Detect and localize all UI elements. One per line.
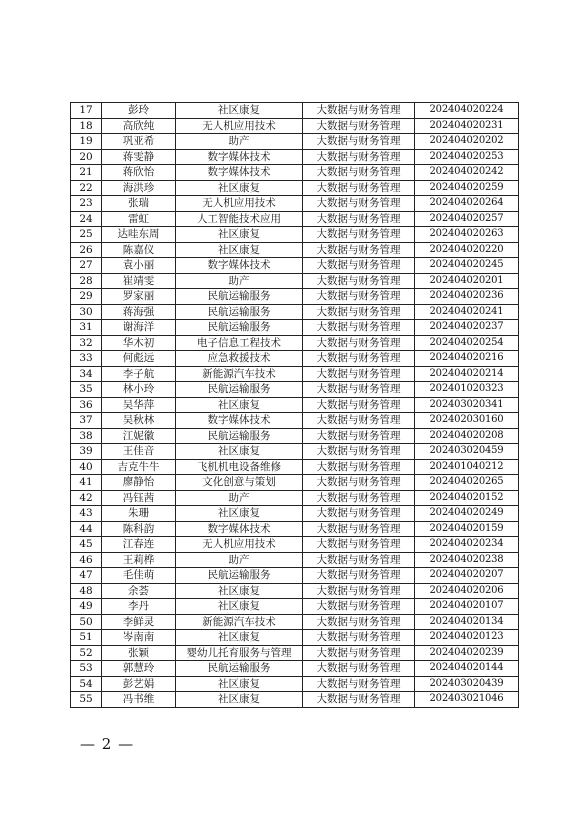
row-number-cell: 21 <box>71 165 102 181</box>
original-major-cell: 人工智能技术应用 <box>176 211 303 227</box>
student-id-cell: 202401040212 <box>415 459 519 475</box>
row-number-cell: 33 <box>71 351 102 367</box>
student-name-cell: 海洪珍 <box>102 180 176 196</box>
original-major-cell: 应急救援技术 <box>176 351 303 367</box>
row-number-cell: 35 <box>71 382 102 398</box>
original-major-cell: 无人机应用技术 <box>176 118 303 134</box>
table-row <box>71 134 519 150</box>
student-id-cell: 202404020214 <box>415 366 519 382</box>
original-major-cell: 民航运输服务 <box>176 382 303 398</box>
table-row <box>71 273 519 289</box>
student-id-cell: 202404020152 <box>415 490 519 506</box>
table-row <box>71 118 519 134</box>
student-id-cell: 202404020241 <box>415 304 519 320</box>
row-number-cell: 46 <box>71 552 102 568</box>
student-id-cell: 202403020341 <box>415 397 519 413</box>
student-id-cell: 202402030160 <box>415 413 519 429</box>
student-name-cell: 陈科韵 <box>102 521 176 537</box>
roster-body <box>71 103 519 708</box>
student-name-cell: 冯钰茜 <box>102 490 176 506</box>
student-name-cell: 谢海洋 <box>102 320 176 336</box>
table-row <box>71 521 519 537</box>
table-row <box>71 676 519 692</box>
student-name-cell: 吴华萍 <box>102 397 176 413</box>
table-row <box>71 149 519 165</box>
student-name-cell: 袁小丽 <box>102 258 176 274</box>
row-number-cell: 32 <box>71 335 102 351</box>
student-name-cell: 郭慧玲 <box>102 661 176 677</box>
table-row <box>71 397 519 413</box>
student-name-cell: 崔靖雯 <box>102 273 176 289</box>
student-name-cell: 彭艺娟 <box>102 676 176 692</box>
student-name-cell: 高欣纯 <box>102 118 176 134</box>
student-name-cell: 华木初 <box>102 335 176 351</box>
target-major-cell: 大数据与财务管理 <box>303 537 415 553</box>
target-major-cell: 大数据与财务管理 <box>303 258 415 274</box>
target-major-cell: 大数据与财务管理 <box>303 304 415 320</box>
original-major-cell: 社区康复 <box>176 676 303 692</box>
target-major-cell: 大数据与财务管理 <box>303 583 415 599</box>
row-number-cell: 54 <box>71 676 102 692</box>
student-id-cell: 202404020231 <box>415 118 519 134</box>
student-name-cell: 江春连 <box>102 537 176 553</box>
original-major-cell: 新能源汽车技术 <box>176 614 303 630</box>
row-number-cell: 43 <box>71 506 102 522</box>
row-number-cell: 34 <box>71 366 102 382</box>
row-number-cell: 31 <box>71 320 102 336</box>
original-major-cell: 助产 <box>176 490 303 506</box>
student-name-cell: 王佳音 <box>102 444 176 460</box>
student-name-cell: 余荟 <box>102 583 176 599</box>
row-number-cell: 26 <box>71 242 102 258</box>
row-number-cell: 36 <box>71 397 102 413</box>
table-row <box>71 258 519 274</box>
student-name-cell: 吉克牛牛 <box>102 459 176 475</box>
student-name-cell: 岑南南 <box>102 630 176 646</box>
original-major-cell: 婴幼儿托育服务与管理 <box>176 645 303 661</box>
target-major-cell: 大数据与财务管理 <box>303 630 415 646</box>
student-name-cell: 蒋欣怡 <box>102 165 176 181</box>
target-major-cell: 大数据与财务管理 <box>303 661 415 677</box>
row-number-cell: 29 <box>71 289 102 305</box>
row-number-cell: 30 <box>71 304 102 320</box>
row-number-cell: 20 <box>71 149 102 165</box>
target-major-cell: 大数据与财务管理 <box>303 320 415 336</box>
row-number-cell: 22 <box>71 180 102 196</box>
row-number-cell: 50 <box>71 614 102 630</box>
row-number-cell: 47 <box>71 568 102 584</box>
original-major-cell: 无人机应用技术 <box>176 196 303 212</box>
original-major-cell: 数字媒体技术 <box>176 165 303 181</box>
student-id-cell: 202404020207 <box>415 568 519 584</box>
student-id-cell: 202403021046 <box>415 692 519 708</box>
original-major-cell: 民航运输服务 <box>176 568 303 584</box>
row-number-cell: 25 <box>71 227 102 243</box>
student-name-cell: 李鲜灵 <box>102 614 176 630</box>
student-id-cell: 202404020239 <box>415 645 519 661</box>
table-row <box>71 227 519 243</box>
student-name-cell: 蒋海强 <box>102 304 176 320</box>
table-row <box>71 413 519 429</box>
student-id-cell: 202404020254 <box>415 335 519 351</box>
student-name-cell: 蒋雯静 <box>102 149 176 165</box>
student-id-cell: 202404020224 <box>415 103 519 119</box>
original-major-cell: 助产 <box>176 273 303 289</box>
student-id-cell: 202404020123 <box>415 630 519 646</box>
table-row <box>71 196 519 212</box>
target-major-cell: 大数据与财务管理 <box>303 180 415 196</box>
page-number: — 2 — <box>80 735 135 753</box>
student-id-cell: 202404020253 <box>415 149 519 165</box>
table-row <box>71 583 519 599</box>
table-row <box>71 599 519 615</box>
target-major-cell: 大数据与财务管理 <box>303 351 415 367</box>
target-major-cell: 大数据与财务管理 <box>303 103 415 119</box>
student-id-cell: 202404020259 <box>415 180 519 196</box>
target-major-cell: 大数据与财务管理 <box>303 134 415 150</box>
table-row <box>71 645 519 661</box>
target-major-cell: 大数据与财务管理 <box>303 382 415 398</box>
row-number-cell: 27 <box>71 258 102 274</box>
original-major-cell: 民航运输服务 <box>176 661 303 677</box>
student-id-cell: 202404020201 <box>415 273 519 289</box>
target-major-cell: 大数据与财务管理 <box>303 444 415 460</box>
table-row <box>71 211 519 227</box>
row-number-cell: 18 <box>71 118 102 134</box>
row-number-cell: 53 <box>71 661 102 677</box>
student-name-cell: 冯书维 <box>102 692 176 708</box>
student-id-cell: 202404020202 <box>415 134 519 150</box>
student-name-cell: 达哇东周 <box>102 227 176 243</box>
target-major-cell: 大数据与财务管理 <box>303 366 415 382</box>
table-row <box>71 366 519 382</box>
student-name-cell: 陈嘉仪 <box>102 242 176 258</box>
target-major-cell: 大数据与财务管理 <box>303 459 415 475</box>
student-name-cell: 朱珊 <box>102 506 176 522</box>
student-id-cell: 202404020159 <box>415 521 519 537</box>
table-row <box>71 320 519 336</box>
target-major-cell: 大数据与财务管理 <box>303 335 415 351</box>
student-name-cell: 巩亚希 <box>102 134 176 150</box>
student-name-cell: 李丹 <box>102 599 176 615</box>
original-major-cell: 社区康复 <box>176 227 303 243</box>
original-major-cell: 文化创意与策划 <box>176 475 303 491</box>
original-major-cell: 社区康复 <box>176 242 303 258</box>
student-roster-table <box>70 102 519 708</box>
student-id-cell: 202404020263 <box>415 227 519 243</box>
target-major-cell: 大数据与财务管理 <box>303 242 415 258</box>
original-major-cell: 飞机机电设备维修 <box>176 459 303 475</box>
student-id-cell: 202404020264 <box>415 196 519 212</box>
student-id-cell: 202404020134 <box>415 614 519 630</box>
target-major-cell: 大数据与财务管理 <box>303 568 415 584</box>
original-major-cell: 社区康复 <box>176 630 303 646</box>
original-major-cell: 数字媒体技术 <box>176 521 303 537</box>
row-number-cell: 28 <box>71 273 102 289</box>
table-row <box>71 304 519 320</box>
student-name-cell: 毛佳萌 <box>102 568 176 584</box>
table-row <box>71 242 519 258</box>
student-id-cell: 202404020236 <box>415 289 519 305</box>
student-id-cell: 202404020216 <box>415 351 519 367</box>
row-number-cell: 19 <box>71 134 102 150</box>
student-id-cell: 202404020257 <box>415 211 519 227</box>
original-major-cell: 助产 <box>176 552 303 568</box>
table-row <box>71 506 519 522</box>
row-number-cell: 51 <box>71 630 102 646</box>
original-major-cell: 社区康复 <box>176 444 303 460</box>
row-number-cell: 55 <box>71 692 102 708</box>
target-major-cell: 大数据与财务管理 <box>303 676 415 692</box>
original-major-cell: 数字媒体技术 <box>176 413 303 429</box>
table-row <box>71 475 519 491</box>
student-id-cell: 202404020249 <box>415 506 519 522</box>
original-major-cell: 社区康复 <box>176 506 303 522</box>
target-major-cell: 大数据与财务管理 <box>303 692 415 708</box>
student-id-cell: 202401020323 <box>415 382 519 398</box>
row-number-cell: 49 <box>71 599 102 615</box>
table-row <box>71 490 519 506</box>
row-number-cell: 24 <box>71 211 102 227</box>
target-major-cell: 大数据与财务管理 <box>303 552 415 568</box>
row-number-cell: 39 <box>71 444 102 460</box>
student-id-cell: 202404020265 <box>415 475 519 491</box>
row-number-cell: 45 <box>71 537 102 553</box>
row-number-cell: 38 <box>71 428 102 444</box>
row-number-cell: 40 <box>71 459 102 475</box>
row-number-cell: 23 <box>71 196 102 212</box>
table-row <box>71 614 519 630</box>
original-major-cell: 新能源汽车技术 <box>176 366 303 382</box>
table-row <box>71 661 519 677</box>
target-major-cell: 大数据与财务管理 <box>303 413 415 429</box>
student-name-cell: 张瑞 <box>102 196 176 212</box>
student-name-cell: 林小玲 <box>102 382 176 398</box>
student-id-cell: 202404020245 <box>415 258 519 274</box>
target-major-cell: 大数据与财务管理 <box>303 196 415 212</box>
original-major-cell: 助产 <box>176 134 303 150</box>
student-id-cell: 202404020234 <box>415 537 519 553</box>
student-name-cell: 王莉桦 <box>102 552 176 568</box>
table-row <box>71 335 519 351</box>
student-name-cell: 雷虹 <box>102 211 176 227</box>
row-number-cell: 52 <box>71 645 102 661</box>
original-major-cell: 民航运输服务 <box>176 320 303 336</box>
row-number-cell: 48 <box>71 583 102 599</box>
original-major-cell: 数字媒体技术 <box>176 149 303 165</box>
student-id-cell: 202404020237 <box>415 320 519 336</box>
target-major-cell: 大数据与财务管理 <box>303 273 415 289</box>
original-major-cell: 社区康复 <box>176 397 303 413</box>
target-major-cell: 大数据与财务管理 <box>303 614 415 630</box>
student-name-cell: 彭玲 <box>102 103 176 119</box>
table-row <box>71 165 519 181</box>
table-row <box>71 444 519 460</box>
table-row <box>71 568 519 584</box>
student-id-cell: 202404020242 <box>415 165 519 181</box>
student-name-cell: 李子航 <box>102 366 176 382</box>
student-id-cell: 202404020206 <box>415 583 519 599</box>
table-row <box>71 351 519 367</box>
student-name-cell: 吴秋林 <box>102 413 176 429</box>
student-name-cell: 廖静怡 <box>102 475 176 491</box>
table-row <box>71 428 519 444</box>
table-row <box>71 692 519 708</box>
target-major-cell: 大数据与财务管理 <box>303 397 415 413</box>
student-name-cell: 罗家丽 <box>102 289 176 305</box>
target-major-cell: 大数据与财务管理 <box>303 490 415 506</box>
target-major-cell: 大数据与财务管理 <box>303 475 415 491</box>
student-id-cell: 202403020459 <box>415 444 519 460</box>
original-major-cell: 社区康复 <box>176 583 303 599</box>
student-name-cell: 江妮徽 <box>102 428 176 444</box>
original-major-cell: 社区康复 <box>176 103 303 119</box>
table-row <box>71 180 519 196</box>
target-major-cell: 大数据与财务管理 <box>303 506 415 522</box>
original-major-cell: 社区康复 <box>176 180 303 196</box>
original-major-cell: 电子信息工程技术 <box>176 335 303 351</box>
student-id-cell: 202404020238 <box>415 552 519 568</box>
target-major-cell: 大数据与财务管理 <box>303 227 415 243</box>
table-row <box>71 289 519 305</box>
student-id-cell: 202404020208 <box>415 428 519 444</box>
table-row <box>71 537 519 553</box>
original-major-cell: 无人机应用技术 <box>176 537 303 553</box>
row-number-cell: 44 <box>71 521 102 537</box>
target-major-cell: 大数据与财务管理 <box>303 645 415 661</box>
target-major-cell: 大数据与财务管理 <box>303 149 415 165</box>
original-major-cell: 数字媒体技术 <box>176 258 303 274</box>
target-major-cell: 大数据与财务管理 <box>303 211 415 227</box>
original-major-cell: 社区康复 <box>176 599 303 615</box>
target-major-cell: 大数据与财务管理 <box>303 521 415 537</box>
row-number-cell: 37 <box>71 413 102 429</box>
target-major-cell: 大数据与财务管理 <box>303 118 415 134</box>
original-major-cell: 民航运输服务 <box>176 289 303 305</box>
original-major-cell: 民航运输服务 <box>176 428 303 444</box>
original-major-cell: 社区康复 <box>176 692 303 708</box>
table-row <box>71 103 519 119</box>
student-id-cell: 202404020220 <box>415 242 519 258</box>
table-row <box>71 630 519 646</box>
target-major-cell: 大数据与财务管理 <box>303 428 415 444</box>
table-row <box>71 382 519 398</box>
row-number-cell: 41 <box>71 475 102 491</box>
student-name-cell: 张颖 <box>102 645 176 661</box>
student-id-cell: 202404020107 <box>415 599 519 615</box>
student-id-cell: 202403020439 <box>415 676 519 692</box>
student-name-cell: 何彪远 <box>102 351 176 367</box>
table-row <box>71 552 519 568</box>
table-row <box>71 459 519 475</box>
target-major-cell: 大数据与财务管理 <box>303 599 415 615</box>
original-major-cell: 民航运输服务 <box>176 304 303 320</box>
student-id-cell: 202404020144 <box>415 661 519 677</box>
target-major-cell: 大数据与财务管理 <box>303 289 415 305</box>
row-number-cell: 17 <box>71 103 102 119</box>
row-number-cell: 42 <box>71 490 102 506</box>
target-major-cell: 大数据与财务管理 <box>303 165 415 181</box>
